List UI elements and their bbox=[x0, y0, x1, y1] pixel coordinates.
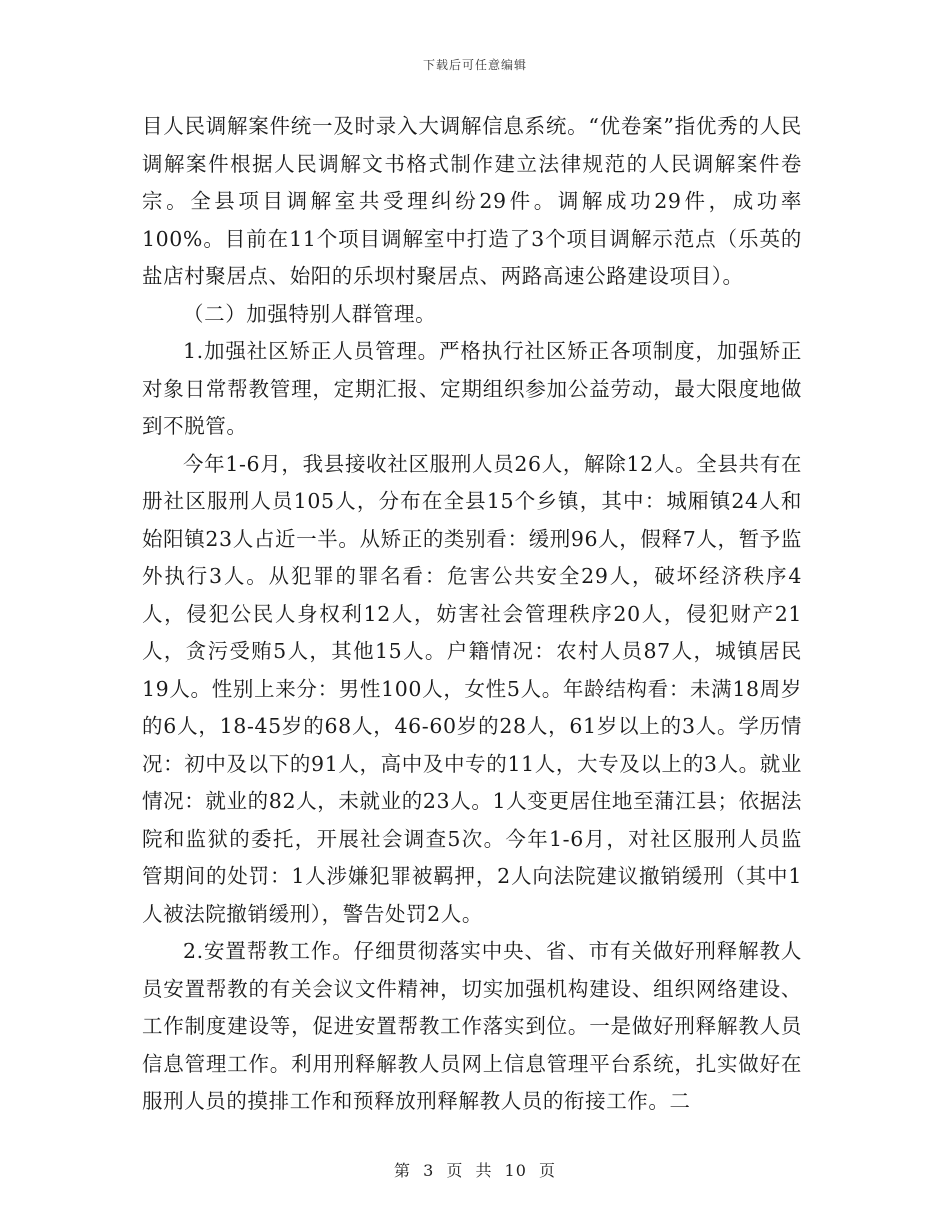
document-body bbox=[142, 108, 802, 1121]
paragraph-continuation: 目人民调解案件统一及时录入大调解信息系统。“优卷案”指优秀的人民调解案件根据人民调解文书格式制作建立法律规范的人民调解案件卷宗。全县项目调解室共受理纠纷29件。调解成功29件，成功率100%。目前在11个项目调解室中打造了3个项目调解示范点（乐英的盐店村聚居点、始阳的乐坝村聚居点、两路高速公路建设项目）。 bbox=[142, 114, 802, 288]
paragraph-statistics: 今年1-6月，我县接收社区服刑人员26人，解除12人。全县共有在册社区服刑人员105人，分布在全县15个乡镇，其中：城厢镇24人和始阳镇23人占近一半。从矫正的类别看：缓刑96人，假释7人，暂予监外执行3人。从犯罪的罪名看：危害公共安全29人，破坏经济秩序4人，侵犯公民人身权利12人，妨害社会管理秩序20人，侵犯财产21人，贪污受贿5人，其他15人。户籍情况：农村人员87人，城镇居民19人。性别上来分：男性100人，女性5人。年龄结构看：未满18周岁的6人，18-45岁的68人，46-60岁的28人，61岁以上的3人。学历情况：初中及以下的91人，高中及中专的11人，大专及以上的3人。就业情况：就业的82人，未就业的23人。1人变更居住地至蒲江县；依据法院和监狱的委托，开展社会调查5次。今年1-6月，对社区服刑人员监管期间的处罚：1人涉嫌犯罪被羁押，2人向法院建议撤销缓刑（其中1人被法院撤销缓刑），警告处罚2人。 bbox=[142, 451, 802, 926]
section-heading: （二）加强特别人群管理。 bbox=[183, 301, 437, 326]
paragraph-resettlement: 2.安置帮教工作。仔细贯彻落实中央、省、市有关做好刑释解教人员安置帮教的有关会议文件精神，切实加强机构建设、组织网络建设、工作制度建设等，促进安置帮教工作落实到位。一是做好刑释解教人员信息管理工作。利用刑释解教人员网上信息管理平台系统，扎实做好在服刑人员的摸排工作和预释放刑释解教人员的衔接工作。二 bbox=[142, 939, 802, 1113]
paragraph-community-correction: 1.加强社区矫正人员管理。严格执行社区矫正各项制度，加强矫正对象日常帮教管理，定期汇报、定期组织参加公益劳动，最大限度地做到不脱管。 bbox=[142, 339, 802, 438]
page-header-note: 下载后可任意编辑 bbox=[422, 58, 527, 72]
page-number-footer: 第 3 页 共 10 页 bbox=[394, 1161, 556, 1180]
